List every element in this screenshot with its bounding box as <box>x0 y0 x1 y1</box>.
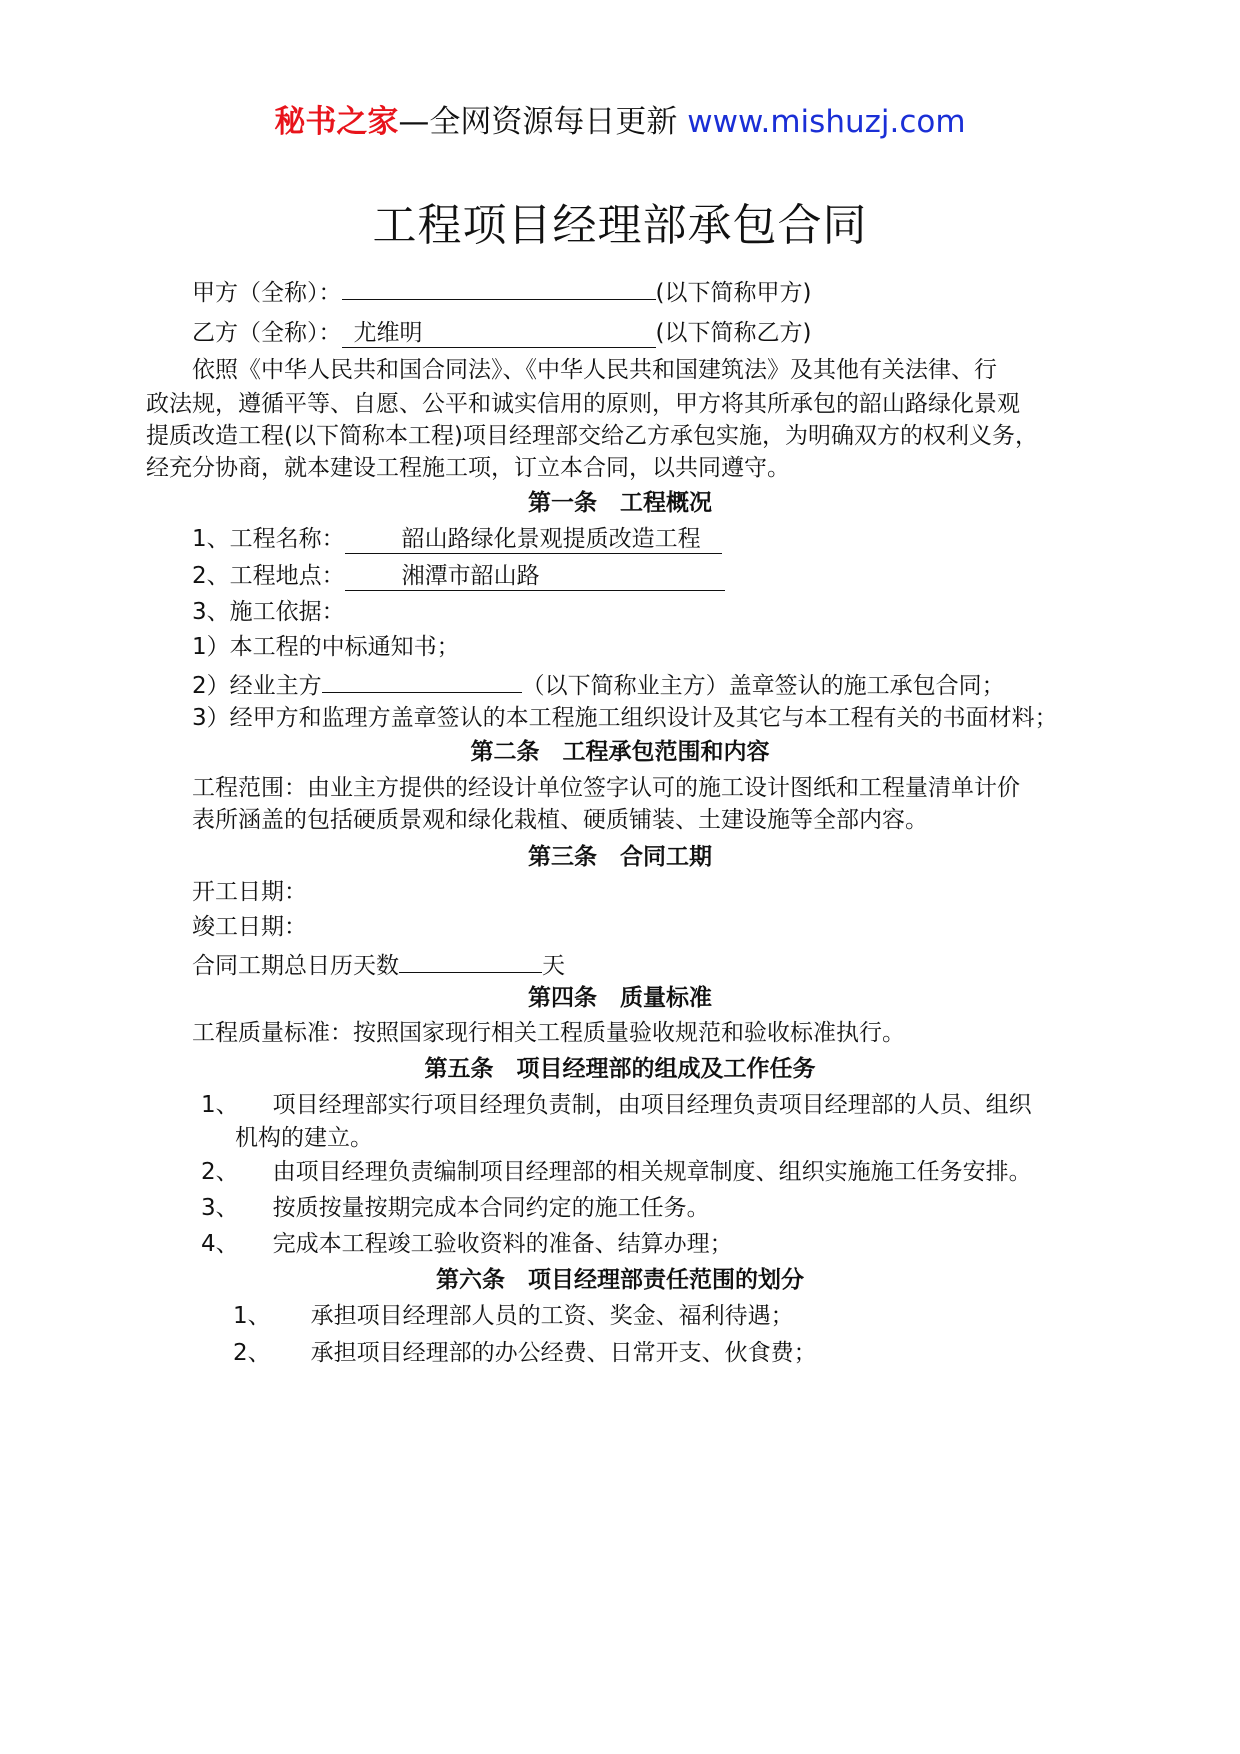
list-text: 承担项目经理部的办公经费、日常开支、伙食费； <box>310 1340 817 1366</box>
banner-brand: 秘书之家 <box>274 104 399 140</box>
article-4-heading: 第四条 质量标准 <box>528 985 712 1011</box>
article-5-item-2 <box>201 1157 1032 1187</box>
start-date-label: 开工日期： <box>192 879 307 905</box>
basis-item-2-suffix: （以下简称业主方）盖章签认的施工承包合同； <box>521 673 1005 699</box>
intro-line-3: 提质改造工程(以下简称本工程)项目经理部交给乙方承包实施，为明确双方的权利义务， <box>146 423 1038 449</box>
project-name-label: 1、工程名称： <box>192 526 345 552</box>
party-b-line <box>192 318 811 348</box>
article-6-item-2 <box>233 1338 817 1368</box>
article-1-heading: 第一条 工程概况 <box>528 490 712 516</box>
article-6-item-1 <box>233 1301 794 1331</box>
quality-standard: 工程质量标准：按照国家现行相关工程质量验收规范和验收标准执行。 <box>192 1020 905 1046</box>
party-b-field: 尤维明 <box>342 319 656 348</box>
list-number: 1、 <box>201 1092 239 1118</box>
list-number: 1、 <box>233 1303 271 1329</box>
project-location-line <box>192 561 725 591</box>
banner-url[interactable]: www.mishuzj.com <box>687 104 966 140</box>
total-days-blank <box>399 947 542 973</box>
basis-item-2-prefix: 2）经业主方 <box>192 673 322 699</box>
scope-line-2: 表所涵盖的包括硬质景观和绿化栽植、硬质铺装、土建设施等全部内容。 <box>192 807 928 833</box>
article-5-item-1 <box>201 1090 1032 1120</box>
party-a-line <box>192 278 811 308</box>
total-days-suffix: 天 <box>542 953 565 979</box>
end-date-label: 竣工日期： <box>192 914 307 940</box>
party-a-suffix: (以下简称甲方) <box>655 280 812 306</box>
article-5-item-1-cont: 机构的建立。 <box>235 1125 373 1151</box>
project-location-value: 湘潭市韶山路 <box>345 562 725 591</box>
scope-line-1: 工程范围：由业主方提供的经设计单位签字认可的施工设计图纸和工程量清单计价 <box>192 775 1020 801</box>
project-name-value: 韶山路绿化景观提质改造工程 <box>345 525 722 554</box>
list-number: 2、 <box>201 1159 239 1185</box>
basis-item-3: 3）经甲方和监理方盖章签认的本工程施工组织设计及其它与本工程有关的书面材料； <box>192 705 1058 731</box>
list-number: 4、 <box>201 1231 239 1257</box>
site-banner <box>0 100 1240 144</box>
list-number: 3、 <box>201 1195 239 1221</box>
list-text: 承担项目经理部人员的工资、奖金、福利待遇； <box>310 1303 794 1329</box>
basis-item-2 <box>192 667 1005 701</box>
party-a-label: 甲方（全称）： <box>192 280 342 306</box>
construction-basis-label: 3、施工依据： <box>192 599 345 625</box>
banner-tagline: —全网资源每日更新 <box>398 104 688 140</box>
article-2-heading: 第二条 工程承包范围和内容 <box>470 739 770 765</box>
list-text: 由项目经理负责编制项目经理部的相关规章制度、组织实施施工任务安排。 <box>272 1159 1032 1185</box>
intro-line-2: 政法规，遵循平等、自愿、公平和诚实信用的原则，甲方将其所承包的韶山路绿化景观 <box>146 391 1020 417</box>
total-days-line <box>192 947 565 981</box>
article-3-heading: 第三条 合同工期 <box>528 844 712 870</box>
project-location-label: 2、工程地点： <box>192 563 345 589</box>
basis-item-1: 1）本工程的中标通知书； <box>192 634 460 660</box>
list-text: 按质按量按期完成本合同约定的施工任务。 <box>272 1195 710 1221</box>
document-title: 工程项目经理部承包合同 <box>372 200 868 251</box>
total-days-prefix: 合同工期总日历天数 <box>192 953 399 979</box>
article-6-heading: 第六条 项目经理部责任范围的划分 <box>436 1267 804 1293</box>
party-b-label: 乙方（全称）： <box>192 320 342 346</box>
list-text: 完成本工程竣工验收资料的准备、结算办理； <box>272 1231 733 1257</box>
article-5-item-4 <box>201 1229 733 1259</box>
article-5-item-3 <box>201 1193 710 1223</box>
list-number: 2、 <box>233 1340 271 1366</box>
project-name-line <box>192 524 722 554</box>
party-b-suffix: (以下简称乙方) <box>655 320 812 346</box>
intro-line-4: 经充分协商，就本建设工程施工项，订立本合同，以共同遵守。 <box>146 455 790 481</box>
owner-blank <box>322 667 522 693</box>
list-text: 项目经理部实行项目经理负责制，由项目经理负责项目经理部的人员、组织 <box>272 1092 1032 1118</box>
article-5-heading: 第五条 项目经理部的组成及工作任务 <box>424 1056 816 1082</box>
intro-line-1: 依照《中华人民共和国合同法》、《中华人民共和国建筑法》及其他有关法律、行 <box>192 357 997 383</box>
party-a-field <box>342 299 656 300</box>
